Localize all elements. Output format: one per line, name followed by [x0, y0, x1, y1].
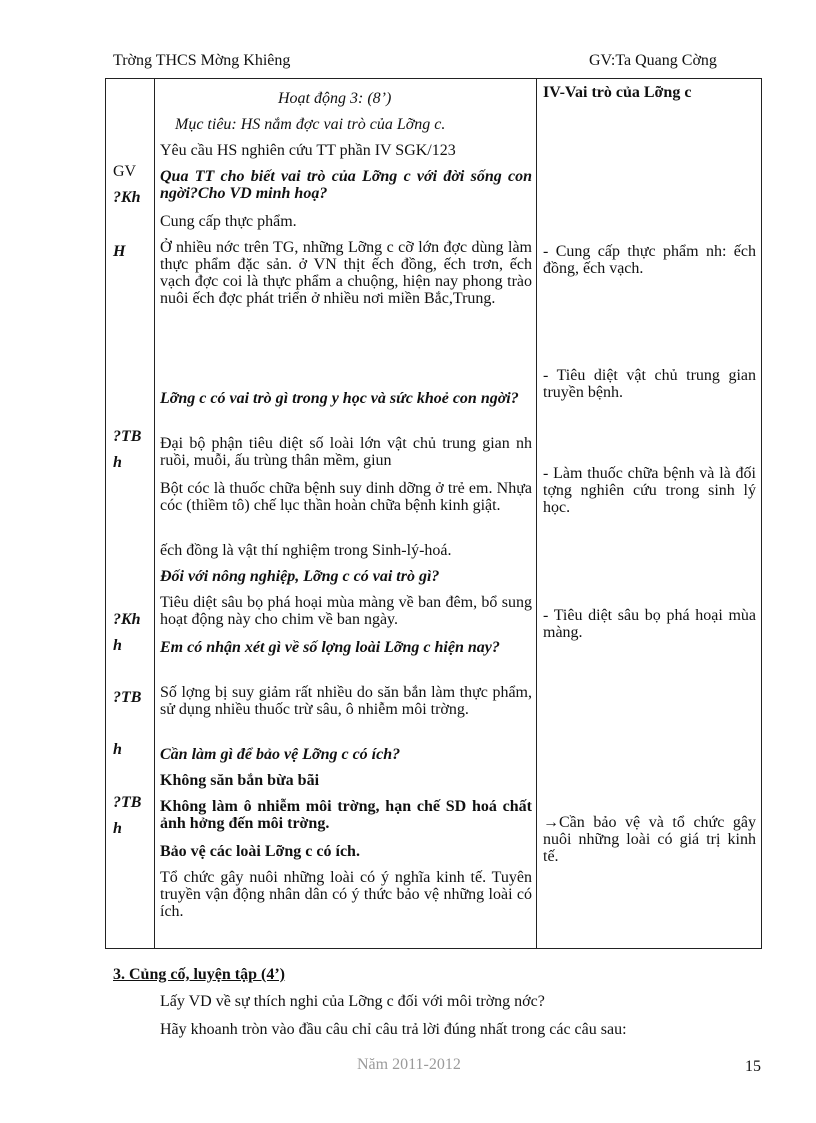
table-divider-1: [154, 78, 155, 949]
activity-title: Hoạt động 3: (8’): [278, 90, 392, 107]
role-medicine: - Làm thuốc chữa bệnh và là đối tợng nghiên cứu trong sinh lý học.: [543, 465, 756, 516]
answer-2c: ếch đồng là vật thí nghiệm trong Sinh-lý-hoá.: [160, 542, 452, 559]
label-tb-1: ?TB: [113, 428, 142, 445]
answer-5b: Không làm ô nhiễm môi trờng, hạn chế SD hoá chất ảnh hởng đến môi trờng.: [160, 798, 532, 832]
label-h-1: h: [113, 454, 122, 471]
role-agriculture: - Tiêu diệt sâu bọ phá hoại mùa màng.: [543, 607, 756, 641]
school-name: Trờng THCS Mờng Khiêng: [113, 52, 291, 69]
answer-2b: Bột cóc là thuốc chữa bệnh suy dinh dỡng ở trẻ em. Nhựa cóc (thiềm tô) chế lục thần hoàn chữa bệnh kinh giật.: [160, 480, 532, 514]
label-tb-3: ?TB: [113, 794, 142, 811]
consolidation-line-2: Hãy khoanh tròn vào đầu câu chỉ câu trả lời đúng nhất trong các câu sau:: [160, 1021, 627, 1038]
label-h-3: h: [113, 741, 122, 758]
instruction: Yêu cầu HS nghiên cứu TT phần IV SGK/123: [160, 142, 456, 159]
answer-4: Số lợng bị suy giảm rất nhiều do săn bắn làm thực phẩm, sử dụng nhiều thuốc trừ sâu, ô nhiễm môi trờng.: [160, 684, 532, 718]
role-vector-control: - Tiêu diệt vật chủ trung gian truyền bệnh.: [543, 367, 756, 401]
footer-year: Năm 2011-2012: [357, 1056, 461, 1073]
answer-1: Cung cấp thực phẩm.: [160, 213, 297, 230]
label-h-4: h: [113, 820, 122, 837]
section-3-heading: 3. Củng cố, luyện tập (4’): [113, 966, 286, 983]
teacher-name: GV:Ta Quang Cờng: [589, 52, 717, 69]
objective: Mục tiêu: HS nắm đợc vai trò của Lỡng c.: [175, 116, 446, 133]
question-1: Qua TT cho biết vai trò của Lỡng c với đời sống con ngời?Cho VD minh hoạ?: [160, 168, 532, 202]
answer-5d: Tổ chức gây nuôi những loài có ý nghĩa kinh tế. Tuyên truyền vận động nhân dân có ý thức bảo vệ những loài có ích.: [160, 869, 532, 920]
role-conservation-text: Cần bảo vệ và tổ chức gây nuôi những loài có giá trị kinh tế.: [543, 814, 756, 865]
table-bottom-border: [105, 948, 762, 949]
table-left-border: [105, 78, 106, 949]
answer-3: Tiêu diệt sâu bọ phá hoại mùa màng về ban đêm, bổ sung hoạt động này cho chim về ban ngày.: [160, 594, 532, 628]
role-food: - Cung cấp thực phẩm nh: ếch đồng, ếch vạch.: [543, 243, 756, 277]
answer-5a: Không săn bắn bừa bãi: [160, 772, 320, 789]
label-kh-1: ?Kh: [113, 189, 141, 206]
section-title-iv: IV-Vai trò của Lỡng c: [543, 84, 692, 101]
question-4: Em có nhận xét gì về số lợng loài Lỡng c hiện nay?: [160, 639, 500, 656]
answer-5c: Bảo vệ các loài Lỡng c có ích.: [160, 843, 360, 860]
page-number: 15: [745, 1058, 761, 1075]
role-conservation: [543, 814, 756, 865]
label-tb-2: ?TB: [113, 689, 142, 706]
label-h: H: [113, 243, 126, 260]
table-top-border: [105, 78, 762, 79]
table-right-border: [761, 78, 762, 949]
arrow-right-icon: →: [543, 814, 559, 831]
question-5: Cần làm gì để bảo vệ Lỡng c có ích?: [160, 746, 401, 763]
question-3: Đối với nông nghiệp, Lỡng c có vai trò gì?: [160, 568, 440, 585]
consolidation-line-1: Lấy VD về sự thích nghi của Lỡng c đối với môi trờng nớc?: [160, 993, 545, 1010]
answer-1-detail: Ở nhiều nớc trên TG, những Lỡng c cỡ lớn đợc dùng làm thực phẩm đặc sản. ở VN thịt ếch đồng, ếch trơn, ếch vạch đợc coi là thực phẩm a chuộng, hiện nay phong trào nuôi ếch đợc phát triển ở nhiều nơi miền Bắc,Trung.: [160, 239, 532, 307]
label-h-2: h: [113, 637, 122, 654]
label-gv: GV: [113, 163, 137, 180]
label-kh-2: ?Kh: [113, 611, 141, 628]
answer-2: Đại bộ phận tiêu diệt số loài lớn vật chủ trung gian nh ruồi, muỗi, ấu trùng thân mềm, giun: [160, 435, 532, 469]
table-divider-2: [536, 78, 537, 949]
question-2: Lỡng c có vai trò gì trong y học và sức khoẻ con ngời?: [160, 390, 519, 407]
